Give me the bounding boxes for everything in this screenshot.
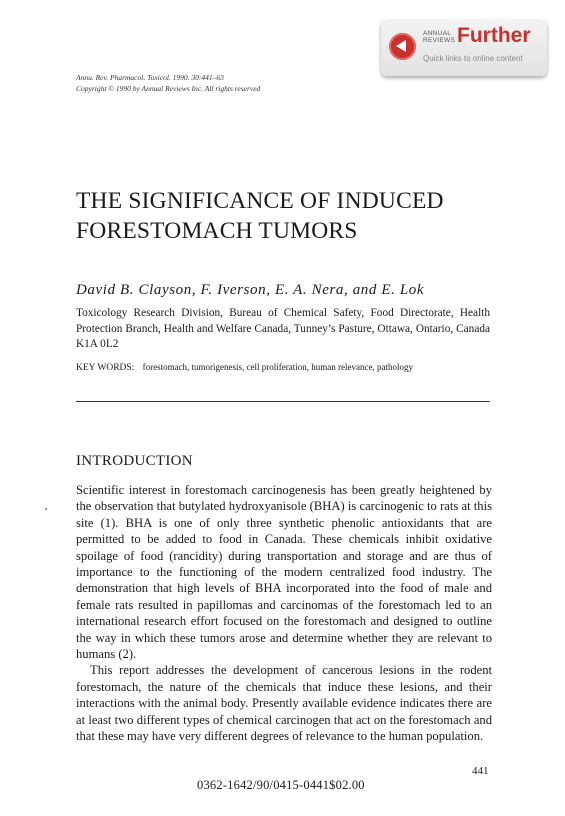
- keywords-text: forestomach, tumorigenesis, cell proliferation, human relevance, pathology: [142, 362, 413, 372]
- affiliation: Toxicology Research Division, Bureau of Chemical Safety, Food Directorate, Health Protection Branch, Health and Welfare Canada, Tunney’s Pasture, Ottawa, Ontario, Canada K1A 0L2: [76, 307, 490, 350]
- divider: [76, 401, 490, 402]
- back-arrow-icon: [389, 33, 416, 60]
- citation-block: [76, 72, 260, 94]
- title-line-2: FORESTOMACH TUMORS: [76, 218, 358, 244]
- keywords: [76, 362, 496, 373]
- badge-annual-reviews-label: ANNUAL REVIEWS: [423, 30, 456, 44]
- body-text: [76, 482, 492, 745]
- keywords-label: KEY WORDS:: [76, 363, 135, 373]
- paragraph-2: This report addresses the development of cancerous lesions in the rodent forestomach, the nature of the chemicals that induce these lesions, and their interactions with the animal body. Presently available evidence indicates there are at least two different types of chemical carcinogen that act on the forestomach and that these may have very different degrees of relevance to the human population.: [76, 663, 492, 744]
- badge-further-label: Further: [457, 24, 531, 47]
- paragraph-1: Scientific interest in forestomach carcinogenesis has been greatly heightened by the observation that butylated hydroxyanisole (BHA) is carcinogenic to rats at this site (1). BHA is one of only three synthetic phenolic antioxidants that are permitted to be added to food in Canada. These chemicals inhibit oxidative spoilage of food (rancidity) during transportation and storage and are thus of importance to the functioning of the modern centralized food industry. The demonstration that high levels of BHA incorporated into the food of male and female rats resulted in papillomas and carcinomas of the forestomach led to an international research effort focused on the forestomach and designed to outline the way in which these tumors arose and determine whether they are relevant to humans (2).: [76, 483, 492, 662]
- annual-reviews-further-badge[interactable]: [381, 20, 547, 76]
- footer-code: 0362-1642/90/0415-0441$02.00: [197, 778, 365, 792]
- page-number: 441: [472, 765, 489, 777]
- citation-line-1: Annu. Rev. Pharmacol. Toxicol. 1990. 30:441–63: [76, 73, 224, 82]
- citation-line-2: Copyright © 1990 by Annual Reviews Inc. All rights reserved: [76, 84, 261, 93]
- section-heading: INTRODUCTION: [76, 453, 193, 469]
- article-title: [76, 186, 506, 246]
- title-line-1: THE SIGNIFICANCE OF INDUCED: [76, 188, 444, 214]
- authors: David B. Clayson, F. Iverson, E. A. Nera, and E. Lok: [76, 282, 425, 298]
- margin-mark: [45, 508, 47, 510]
- badge-subtitle: Quick links to online content: [423, 54, 523, 63]
